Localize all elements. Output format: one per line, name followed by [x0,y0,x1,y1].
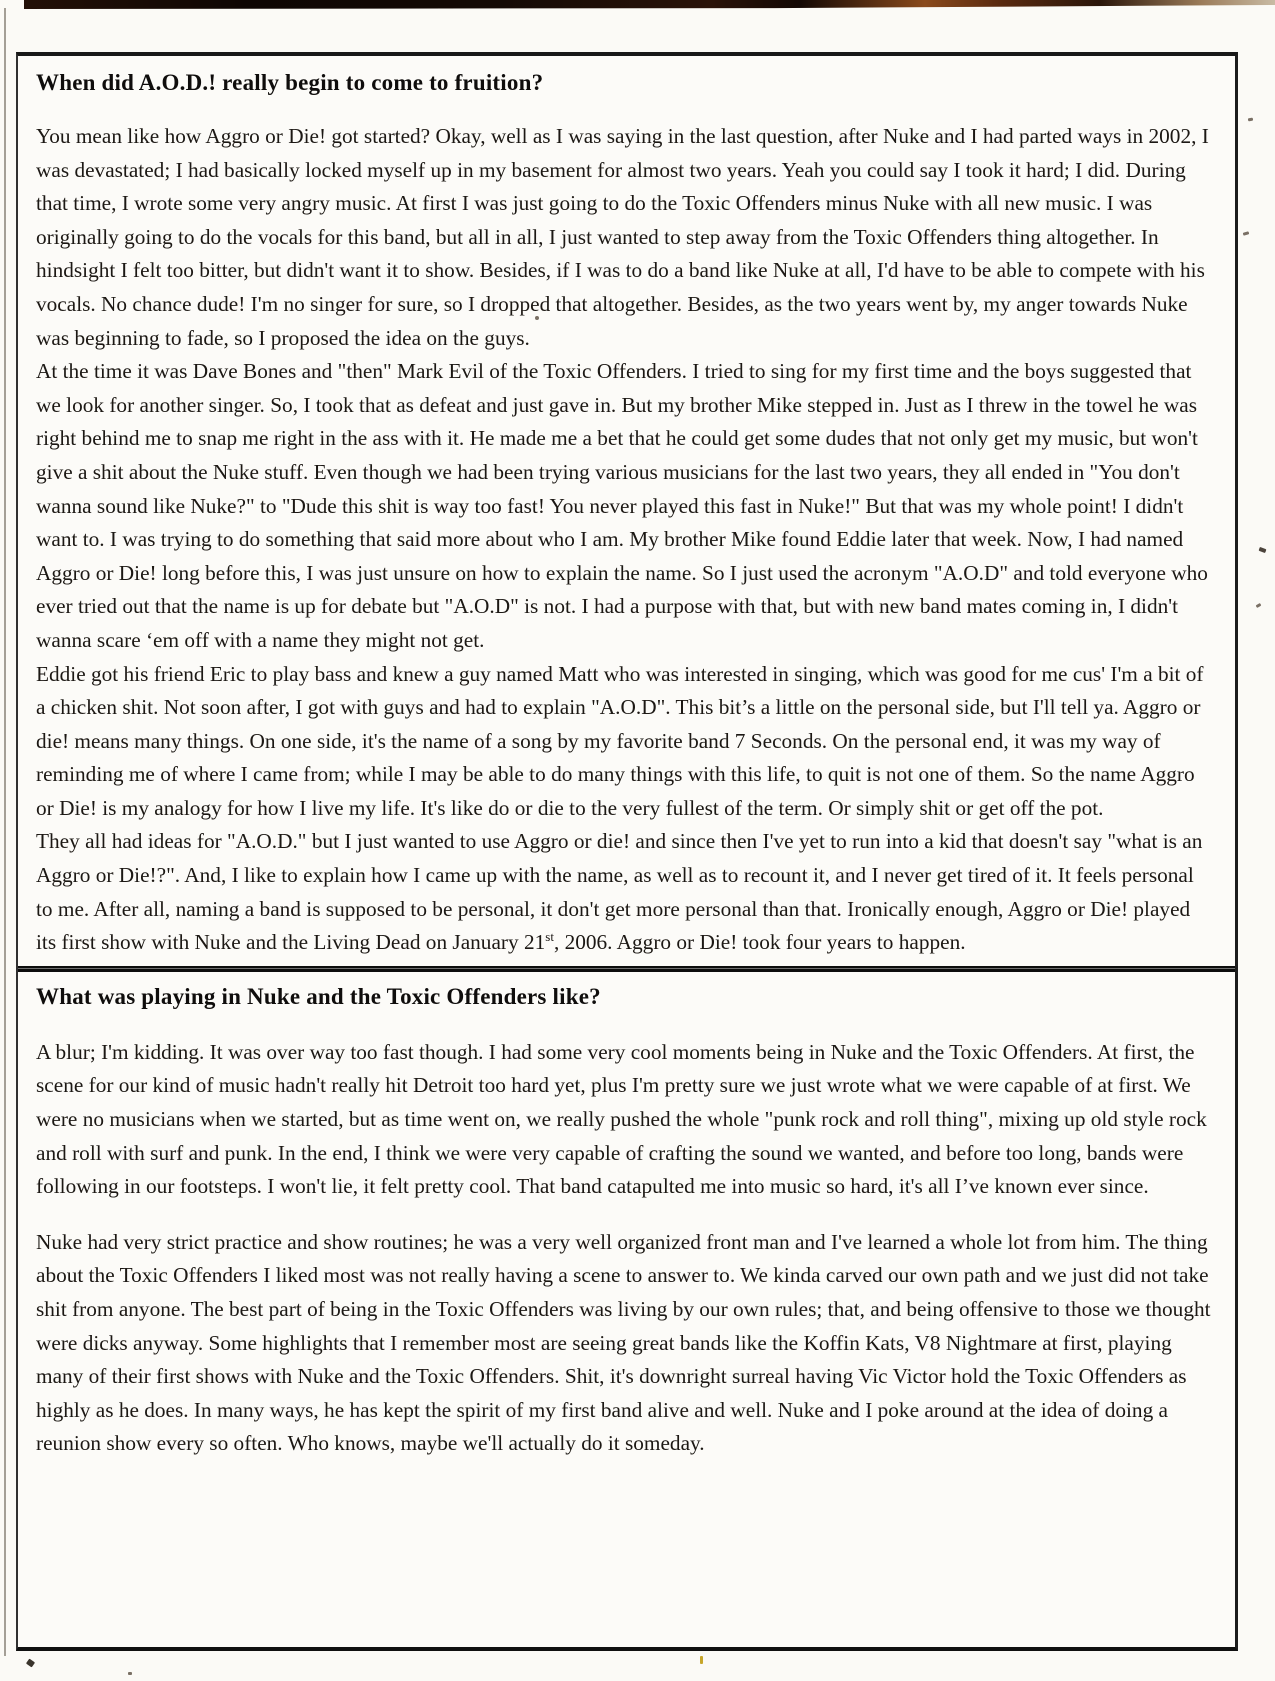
answer-text-after-ordinal: , 2006. Aggro or Die! took four years to happen. [553,930,966,955]
answer-paragraph: You mean like how Aggro or Die! got started? Okay, well as I was saying in the last question, after Nuke and I had parted ways in 2002, I was devastated; I had basically locked myself up in my basement for almost two years. Yeah you could say I took it hard; I did. During that time, I wrote some very angry music. At first I was just going to do the Toxic Offenders minus Nuke with all new music. I was originally going to do the vocals for this band, but all in all, I just wanted to step away from the Toxic Offenders thing altogether. In hindsight I felt too bitter, but didn't want it to show. Besides, if I was to do a band like Nuke at all, I'd have to be able to compete with his vocals. No chance dude! I'm no singer for sure, so I dropped that altogether. Besides, as the two years went by, my anger towards Nuke was beginning to fade, so I proposed the idea on the guys. [36,124,1209,350]
scan-top-edge-artifact [24,0,1275,9]
question-heading-fruition: When did A.O.D.! really begin to come to fruition? [36,70,544,95]
answer-paragraph: Nuke had very strict practice and show routines; he was a very well organized front man and I've learned a whole lot from him. The thing about the Toxic Offenders I liked most was not really having a scene to answer to. We kinda carved our own path and we just did not take shit from anyone. The best part of being in the Toxic Offenders was living by our own rules; that, and being offensive to those we thought were dicks anyway. Some highlights that I remember most are seeing great bands like the Koffin Kats, V8 Nightmare at first, playing many of their first shows with Nuke and the Toxic Offenders. Shit, it's downright surreal having Vic Victor hold the Toxic Offenders as highly as he does. In many ways, he has kept the spirit of my first band alive and well. Nuke and I poke around at the idea of doing a reunion show every so often. Who knows, maybe we'll actually do it someday. [36,1229,1211,1456]
answer-text-before-ordinal: They all had ideas for "A.O.D." but I just wanted to use Aggro or die! and since then I've yet to run into a kid that doesn't say "what is an Aggro or Die!?". And, I like to explain how I came up with the name, as well as to recount it, and I never get tired of it. It feels personal to me. After all, naming a band is supposed to be personal, it don't get more personal than that. Ironically enough, Aggro or Die! played its first show with Nuke and the Living Dead on January 21 [36,829,1203,955]
section-divider-rule [18,966,1235,972]
answer-paragraph [36,825,1215,959]
scan-speck [1259,547,1267,553]
answer-paragraph: Eddie got his friend Eric to play bass and knew a guy named Matt who was interested in singing, which was good for me cus' I'm a bit of a chicken shit. Not soon after, I got with guys and had to explain "A.O.D". This bit’s a little on the personal side, but I'll tell ya. Aggro or die! means many things. On one side, it's the name of a song by my favorite band 7 Seconds. On the personal end, it was my way of reminding me of where I came from; while I may be able to do many things with this life, to quit is not one of them. So the name Aggro or Die! is my analogy for how I live my life. It's like do or die to the very fullest of the term. Or simply shit or get off the pot. [36,661,1204,820]
scan-speck [535,316,539,320]
answer-paragraph: At the time it was Dave Bones and "then" Mark Evil of the Toxic Offenders. I tried to sing for my first time and the boys suggested that we look for another singer. So, I took that as defeat and just gave in. But my brother Mike stepped in. Just as I threw in the towel he was right behind me to snap me right in the ass with it. He made me a bet that he could get some dudes that not only get my music, but won't give a shit about the Nuke stuff. Even though we had been trying various musicians for the last two years, they all ended in "You don't wanna sound like Nuke?" to "Dude this shit is way too fast! You never played this fast in Nuke!" But that was my whole point! I didn't want to. I was trying to do something that said more about who I am. My brother Mike found Eddie later that week. Now, I had named Aggro or Die! long before this, I was just unsure on how to explain the name. So I just used the acronym "A.O.D" and told everyone who ever tried out that the name is up for debate but "A.O.D" is not. I had a purpose with that, but with new band mates coming in, I didn't wanna scare ‘em off with a name they might not get. [36,359,1208,652]
question-heading-toxic-offenders: What was playing in Nuke and the Toxic Offenders like? [36,983,601,1009]
scan-left-edge-artifact [4,8,6,1656]
ordinal-suffix: st [545,929,554,945]
qa-section-fruition [36,70,1215,960]
qa-section-toxic-offenders [36,984,1215,1461]
document-frame [16,52,1238,1651]
scan-speck [1248,118,1253,122]
scan-speck [700,1656,703,1664]
answer-paragraph: A blur; I'm kidding. It was over way too fast though. I had some very cool moments being in Nuke and the Toxic Offenders. At first, the scene for our kind of music hadn't really hit Detroit too hard yet, plus I'm pretty sure we just wrote what we were capable of at first. We were no musicians when we started, but as time went on, we really pushed the whole "punk rock and roll thing", mixing up old style rock and roll with surf and punk. In the end, I think we were very capable of crafting the sound we wanted, and before too long, bands were following in our footsteps. I won't lie, it felt pretty cool. That band catapulted me into music so hard, it's all I’ve known ever since. [36,1039,1207,1199]
scan-speck [128,1672,132,1675]
scan-speck [1256,603,1262,608]
scan-speck [1243,231,1250,235]
scan-speck [26,1659,35,1668]
